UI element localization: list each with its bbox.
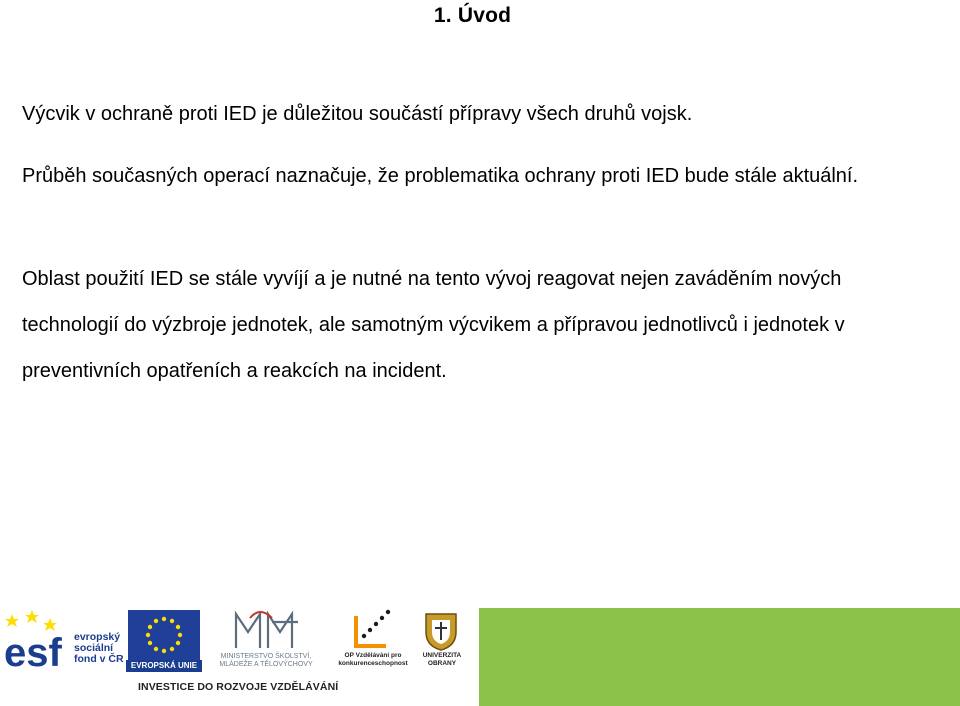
paragraph-2: Průběh současných operací naznačuje, že problematika ochrany proti IED bude stále aktuální. [22,165,859,187]
slide-title: 1. Úvod [433,4,512,27]
eu-label: EVROPSKÁ UNIE [126,660,202,672]
investice-text: INVESTICE DO ROZVOJE VZDĚLÁVÁNÍ [138,681,339,693]
paragraph-1: Výcvik v ochraně proti IED je důležitou součástí přípravy všech druhů vojsk. [22,103,693,125]
op-logo-icon [350,608,394,652]
svg-text:esf: esf [4,631,62,672]
paragraph-3: Oblast použití IED se stále vyvíjí a je nutné na tento vývoj reagovat nejen zaváděním nových technologií do výzbroje jednotek, ale samotným výcvikem a přípravou jednotlivců i jednotek v preventivních opatřeních a reakcích na incident. [22,268,845,382]
op-logo-text: OP Vzdělávání pro konkurenceschopnost [338,652,408,667]
msmt-logo-icon [232,608,302,652]
esf-logo-text: evropský sociální fond v ČR [74,631,124,665]
footer-green-block [479,608,960,706]
university-logo-text: UNIVERZITA OBRANY [422,652,462,667]
eu-flag-icon [128,610,200,660]
university-crest-icon [420,608,462,652]
msmt-logo-text: MINISTERSTVO ŠKOLSTVÍ, MLÁDEŽE A TĚLOVÝCHOVY [219,653,313,668]
